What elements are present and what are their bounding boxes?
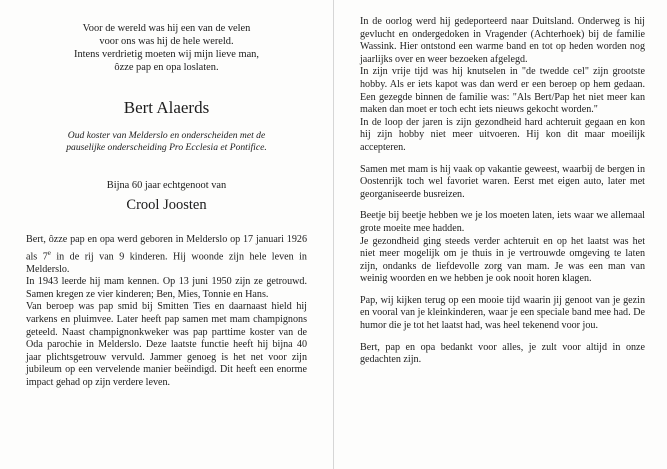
- spouse-intro: Bijna 60 jaar echtgenoot van: [106, 180, 227, 191]
- deceased-name: Bert Alaerds: [123, 98, 210, 117]
- paragraph: Bert, pap en opa bedankt voor alles, je zult voor altijd in onze gedachten zijn.: [360, 341, 645, 366]
- paragraph: Samen met mam is hij vaak op vakantie geweest, waarbij de bergen in Oostenrijk toch wel favoriet waren. Eerst met eigen auto, later met georganiseerde busreizen.: [360, 163, 645, 200]
- poem-line: Intens verdrietig moeten wij mijn lieve man,: [74, 49, 259, 60]
- paragraph: Beetje bij beetje hebben we je los moeten laten, iets waar we allemaal grote moeite mee hadden.: [360, 210, 645, 234]
- poem-line: ôzze pap en opa loslaten.: [114, 62, 219, 73]
- subtitle-line: pauselijke onderscheiding Pro Ecclesia et Pontifice.: [66, 142, 267, 153]
- spouse-name: Crool Joosten: [126, 197, 207, 213]
- biography-left: [26, 234, 307, 389]
- left-panel: [0, 0, 333, 469]
- paragraph: Pap, wij kijken terug op een mooie tijd waarin jij genoot van je gezin en vooral van je kleinkinderen, waar je een speciale band mee had. De humor die je tot het laatst had, was heel tekenend voor jou.: [360, 294, 645, 332]
- poem: [26, 22, 307, 74]
- paragraph: In zijn vrije tijd was hij knutselen in "de twedde cel" zijn grootste hobby. Als er iets kapot was dan werd er een beroep op hem gedaan. Een gezegde binnen de familie was: "Als Bert/Pap het niet meer kan maken dan moet er toch echt iets nieuws gekocht worden.": [360, 66, 645, 116]
- paragraph: In 1943 leerde hij mam kennen. Op 13 juni 1950 zijn ze getrouwd. Samen kregen ze vier kinderen; Ben, Mies, Tonnie en Hans.: [26, 276, 307, 300]
- paragraph: Bert, ôzze pap en opa werd geboren in Melderslo op 17 januari 1926 als 7e in de rij van 9 kinderen. Hij woonde zijn hele leven in Melderslo.: [26, 234, 307, 275]
- subtitle: [26, 130, 307, 154]
- paragraph: Je gezondheid ging steeds verder achteruit en op het laatst was het niet meer mogelijk om je thuis in je vertrouwde omgeving te laten zijn, ondanks de liefdevolle zorg van mam. Je was een man van weinig woorden en we hebben je ook nooit horen klagen.: [360, 235, 645, 285]
- paragraph: Van beroep was pap smid bij Smitten Ties en daarnaast hield hij varkens en pluimvee. Later heeft pap samen met mam champignons geteeld. Naast champignonkweker was pap parttime koster van de Oda parochie in Melderslo. Deze laatste functie heeft hij bijna 40 jaar plichtsgetrouw vervuld. Jammer genoeg is het net voor zijn jubileum op een vervelende manier beëindigd. Dit heeft een enorme impact gehad op zijn verdere leven.: [26, 301, 307, 388]
- biography-right: [360, 16, 645, 367]
- paragraph: In de loop der jaren is zijn gezondheid hard achteruit gegaan en kon hij zijn hobby niet meer uitvoeren. Hij kon dit maar moeilijk accepteren.: [360, 116, 645, 153]
- poem-line: voor ons was hij de hele wereld.: [99, 36, 234, 47]
- poem-line: Voor de wereld was hij een van de velen: [82, 23, 251, 34]
- right-panel: [334, 0, 667, 469]
- subtitle-line: Oud koster van Melderslo en onderscheiden met de: [67, 130, 266, 141]
- paragraph: In de oorlog werd hij gedeporteerd naar Duitsland. Onderweg is hij gevlucht en ondergedoken in Vragender (Achterhoek) bij de familie Wassink. Hier ontstond een warme band en tot op heden worden nog jaarlijks over en weer bezoeken afgelegd.: [360, 16, 645, 65]
- ordinal-suffix: e: [47, 248, 51, 257]
